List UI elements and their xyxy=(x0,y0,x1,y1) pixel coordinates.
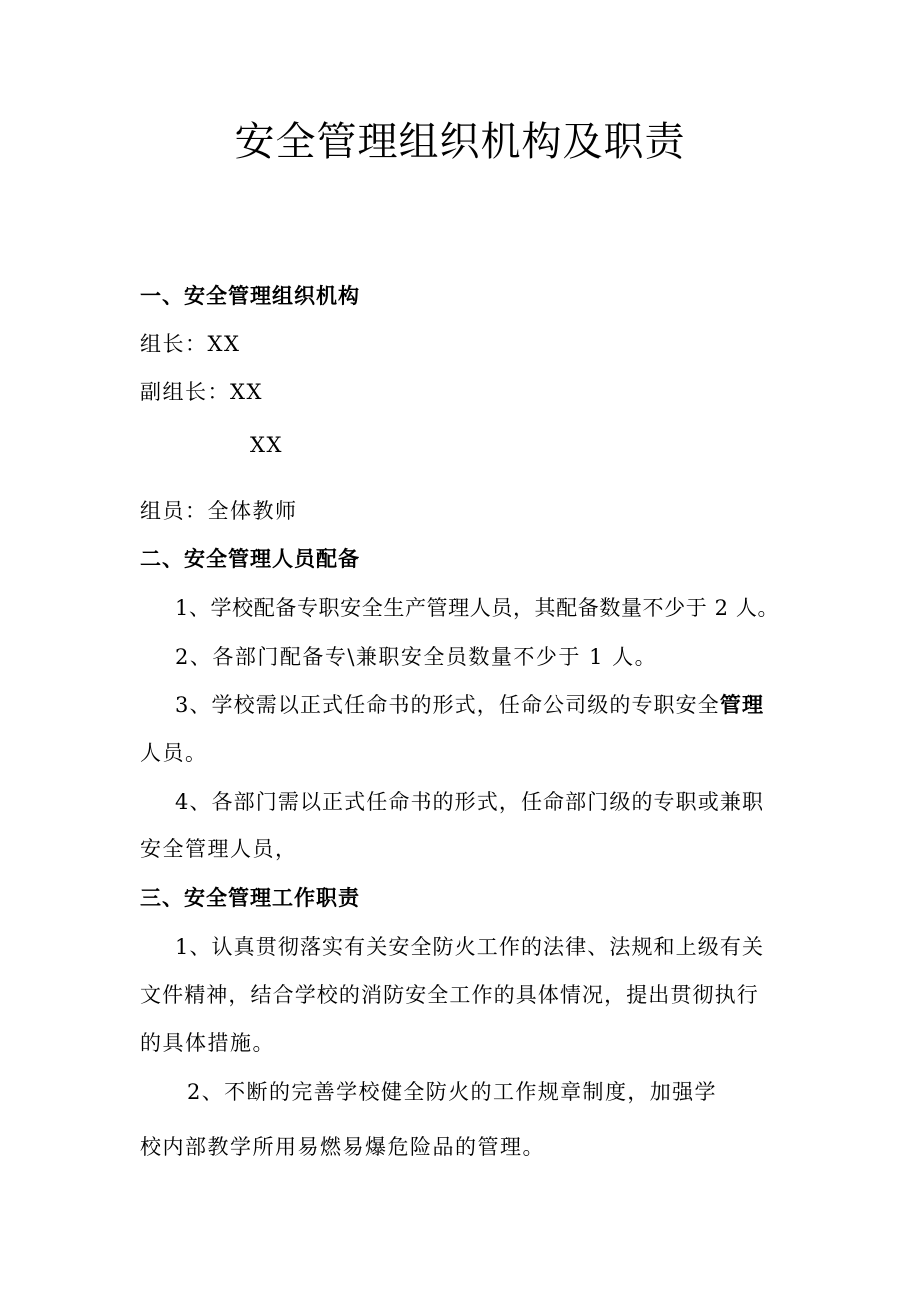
duties-item-2-line-2: 校内部教学所用易燃易爆危险品的管理。 xyxy=(140,1135,545,1159)
section-heading-organization: 一、安全管理组织机构 xyxy=(140,284,360,308)
staffing-item-2: 2、各部门配备专\兼职安全员数量不少于 1 人。 xyxy=(175,645,658,669)
staffing-item-3-text: 3、学校需以正式任命书的形式，任命公司级的专职安全 xyxy=(175,693,720,717)
leader-line: 组长：XX xyxy=(140,332,241,356)
staffing-item-3-bold-text: 管理 xyxy=(719,693,765,717)
deputy-leader-line: 副组长：XX xyxy=(140,380,263,404)
staffing-item-3-line-1 xyxy=(175,690,764,720)
staffing-item-4-line-2: 安全管理人员， xyxy=(140,837,298,861)
section-heading-staffing: 二、安全管理人员配备 xyxy=(140,547,360,571)
section-heading-duties: 三、安全管理工作职责 xyxy=(140,886,360,910)
deputy-leader-second-line: XX xyxy=(250,433,283,457)
duties-item-1-line-1: 1、认真贯彻落实有关安全防火工作的法律、法规和上级有关 xyxy=(175,935,765,959)
duties-item-2-line-1: 2、不断的完善学校健全防火的工作规章制度，加强学 xyxy=(187,1080,717,1104)
staffing-item-3-line-2: 人员。 xyxy=(140,741,208,765)
duties-item-1-line-3: 的具体措施。 xyxy=(140,1031,275,1055)
duties-item-1-line-2: 文件精神，结合学校的消防安全工作的具体情况，提出贯彻执行 xyxy=(140,983,759,1007)
members-line: 组员：全体教师 xyxy=(140,499,298,523)
page-title: 安全管理组织机构及职责 xyxy=(234,119,686,165)
staffing-item-4-line-1: 4、各部门需以正式任命书的形式，任命部门级的专职或兼职 xyxy=(175,790,765,814)
staffing-item-1: 1、学校配备专职安全生产管理人员，其配备数量不少于 2 人。 xyxy=(175,596,780,620)
